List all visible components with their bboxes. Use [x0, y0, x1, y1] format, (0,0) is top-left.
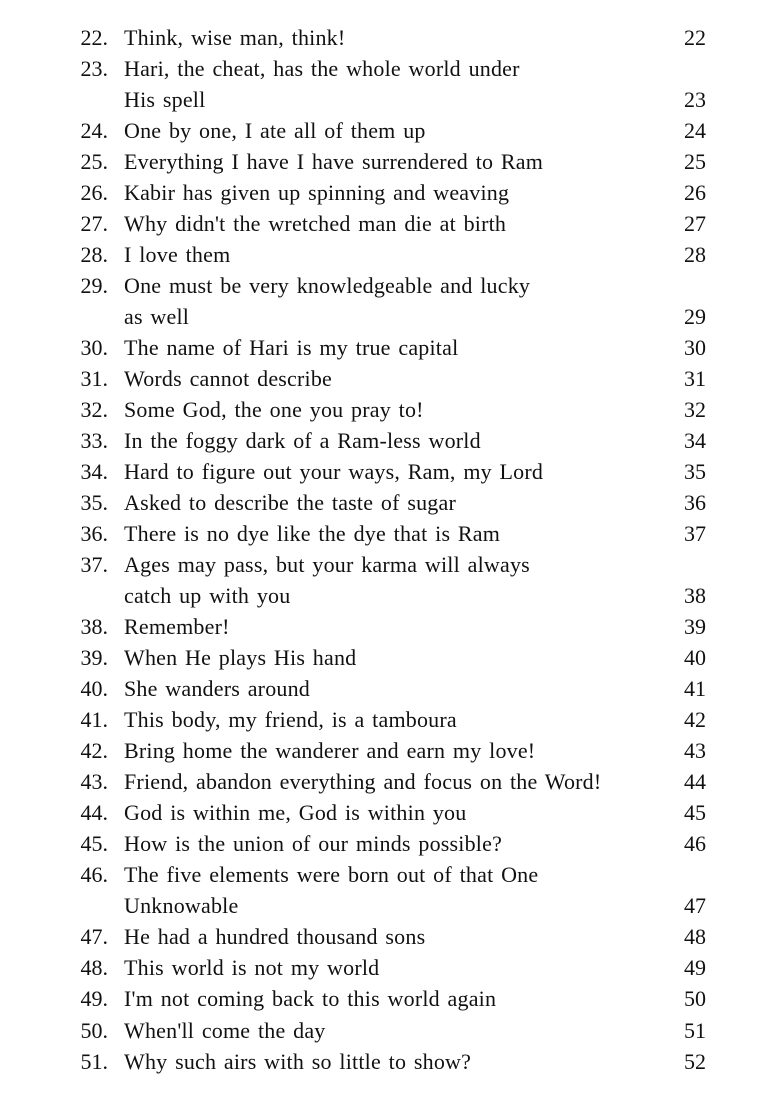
entry-number: 38.	[80, 614, 108, 640]
entry-page-number: 29	[684, 304, 706, 330]
entry-page-number: 44	[684, 769, 706, 795]
entry-number: 35.	[80, 490, 108, 516]
entry-title: Why didn't the wretched man die at birth	[124, 211, 507, 237]
entry-page-number: 50	[684, 986, 706, 1012]
toc-entry	[0, 53, 780, 84]
table-of-contents	[0, 22, 780, 1077]
entry-title: Friend, abandon everything and focus on the Word!	[124, 769, 602, 795]
entry-page-number: 25	[684, 149, 706, 175]
toc-entry	[0, 239, 780, 270]
entry-page-number: 22	[684, 25, 706, 50]
entry-number: 29.	[80, 273, 108, 299]
entry-page-number: 26	[684, 180, 706, 206]
toc-entry	[0, 518, 780, 549]
toc-entry	[0, 549, 780, 580]
entry-title: She wanders around	[124, 676, 310, 702]
toc-entry	[0, 487, 780, 518]
toc-entry	[0, 797, 780, 828]
toc-entry	[0, 704, 780, 735]
entry-number: 51.	[80, 1048, 108, 1074]
entry-number: 37.	[80, 552, 108, 578]
entry-number: 25.	[80, 149, 108, 175]
entry-number: 46.	[80, 862, 108, 888]
entry-number: 41.	[80, 707, 108, 733]
entry-number: 34.	[80, 459, 108, 485]
toc-entry	[0, 456, 780, 487]
toc-entry	[0, 859, 780, 890]
entry-number: 45.	[80, 831, 108, 857]
entry-number: 43.	[80, 769, 108, 795]
entry-number: 44.	[80, 800, 108, 826]
entry-title: In the foggy dark of a Ram-less world	[124, 428, 481, 454]
entry-page-number: 52	[684, 1048, 706, 1074]
entry-title: Unknowable	[124, 893, 239, 919]
entry-title: This world is not my world	[124, 955, 380, 981]
entry-page-number: 36	[684, 490, 706, 516]
entry-number: 39.	[80, 645, 108, 671]
entry-page-number: 45	[684, 800, 706, 826]
entry-page-number: 38	[684, 583, 706, 609]
toc-entry	[0, 580, 780, 611]
toc-entry	[0, 921, 780, 952]
entry-title: Bring home the wanderer and earn my love!	[124, 738, 536, 764]
entry-title: The five elements were born out of that One	[124, 862, 539, 888]
toc-entry	[0, 642, 780, 673]
entry-title: He had a hundred thousand sons	[124, 924, 426, 950]
entry-page-number: 40	[684, 645, 706, 671]
toc-entry	[0, 394, 780, 425]
toc-entry	[0, 363, 780, 394]
entry-page-number: 37	[684, 521, 706, 547]
entry-title: One must be very knowledgeable and lucky	[124, 273, 531, 299]
entry-title: God is within me, God is within you	[124, 800, 467, 826]
entry-number: 24.	[80, 118, 108, 144]
entry-page-number: 32	[684, 397, 706, 423]
entry-title: Kabir has given up spinning and weaving	[124, 180, 510, 206]
entry-number: 27.	[80, 211, 108, 237]
toc-entry	[0, 890, 780, 921]
entry-page-number: 23	[684, 87, 706, 113]
entry-number: 28.	[80, 242, 108, 268]
toc-entry	[0, 84, 780, 115]
entry-title: Hari, the cheat, has the whole world under	[124, 56, 520, 82]
entry-title: as well	[124, 304, 190, 330]
entry-number: 50.	[80, 1017, 108, 1043]
entry-page-number: 27	[684, 211, 706, 237]
entry-number: 48.	[80, 955, 108, 981]
entry-number: 30.	[80, 335, 108, 361]
toc-entry	[0, 425, 780, 456]
entry-page-number: 43	[684, 738, 706, 764]
toc-entry	[0, 115, 780, 146]
entry-number: 26.	[80, 180, 108, 206]
entry-number: 47.	[80, 924, 108, 950]
entry-page-number: 28	[684, 242, 706, 268]
entry-number: 31.	[80, 366, 108, 392]
entry-title: Ages may pass, but your karma will always	[124, 552, 530, 578]
entry-page-number: 39	[684, 614, 706, 640]
entry-page-number: 34	[684, 428, 706, 454]
entry-title: Words cannot describe	[124, 366, 333, 392]
toc-entry	[0, 177, 780, 208]
entry-page-number: 42	[684, 707, 706, 733]
entry-title: Some God, the one you pray to!	[124, 397, 424, 423]
toc-entry	[0, 301, 780, 332]
entry-title: When He plays His hand	[124, 645, 357, 671]
entry-page-number: 35	[684, 459, 706, 485]
toc-entry	[0, 270, 780, 301]
entry-title: Think, wise man, think!	[124, 25, 346, 50]
entry-page-number: 31	[684, 366, 706, 392]
entry-page-number: 49	[684, 955, 706, 981]
entry-page-number: 41	[684, 676, 706, 702]
toc-entry	[0, 766, 780, 797]
toc-entry	[0, 983, 780, 1014]
entry-number: 49.	[80, 986, 108, 1012]
entry-number: 22.	[80, 25, 108, 50]
entry-page-number: 24	[684, 118, 706, 144]
entry-title: One by one, I ate all of them up	[124, 118, 426, 144]
entry-number: 23.	[80, 56, 108, 82]
toc-entry	[0, 828, 780, 859]
entry-title: Everything I have I have surrendered to Ram	[124, 149, 544, 175]
entry-title: The name of Hari is my true capital	[124, 335, 459, 361]
entry-number: 32.	[80, 397, 108, 423]
entry-title: There is no dye like the dye that is Ram	[124, 521, 501, 547]
entry-title: Asked to describe the taste of sugar	[124, 490, 456, 516]
toc-entry	[0, 673, 780, 704]
entry-title: How is the union of our minds possible?	[124, 831, 503, 857]
entry-page-number: 46	[684, 831, 706, 857]
entry-number: 42.	[80, 738, 108, 764]
toc-entry	[0, 611, 780, 642]
entry-title: Why such airs with so little to show?	[124, 1048, 472, 1074]
entry-number: 33.	[80, 428, 108, 454]
entry-title: Remember!	[124, 614, 230, 640]
entry-number: 40.	[80, 676, 108, 702]
toc-entry	[0, 1015, 780, 1046]
toc-entry	[0, 332, 780, 363]
entry-page-number: 30	[684, 335, 706, 361]
entry-title: When'll come the day	[124, 1017, 326, 1043]
toc-entry	[0, 952, 780, 983]
entry-title: His spell	[124, 87, 206, 113]
entry-title: I love them	[124, 242, 231, 268]
toc-entry	[0, 1046, 780, 1077]
entry-number: 36.	[80, 521, 108, 547]
toc-entry	[0, 735, 780, 766]
toc-entry	[0, 208, 780, 239]
entry-page-number: 47	[684, 893, 706, 919]
entry-title: This body, my friend, is a tamboura	[124, 707, 457, 733]
entry-page-number: 51	[684, 1017, 706, 1043]
entry-page-number: 48	[684, 924, 706, 950]
entry-title: Hard to figure out your ways, Ram, my Lord	[124, 459, 544, 485]
toc-entry	[0, 22, 780, 53]
entry-title: I'm not coming back to this world again	[124, 986, 497, 1012]
entry-title: catch up with you	[124, 583, 291, 609]
toc-entry	[0, 146, 780, 177]
